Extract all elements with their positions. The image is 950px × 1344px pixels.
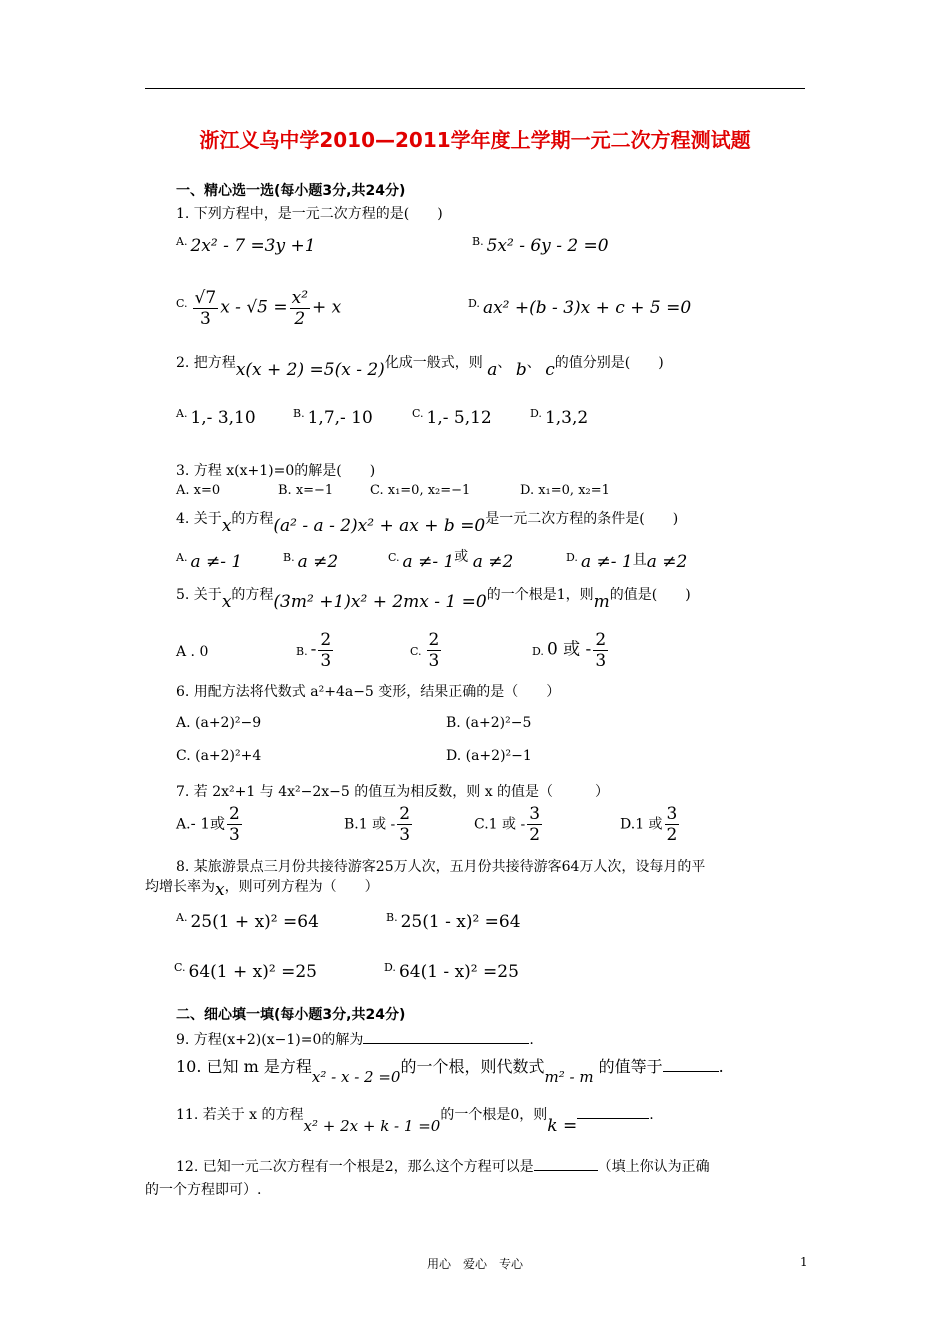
q2-option-a (176, 408, 256, 428)
q6-option-c: C. (a+2)²+4 (176, 748, 262, 764)
q5-post2: 的值是( ) (609, 587, 691, 603)
q11-answer-blank[interactable] (577, 1104, 649, 1119)
q2-b-value: 1,7,- 10 (307, 408, 373, 428)
q1-option-a (176, 236, 316, 256)
q4-b-label: B. (283, 551, 295, 564)
q5-mid: 的方程 (231, 587, 274, 603)
question-3-stem: 3. 方程 x(x+1)=0的解是( ) (176, 463, 376, 479)
q11-end: . (649, 1107, 654, 1123)
q4-option-b (283, 552, 338, 572)
q12-line1-pre: 12. 已知一元二次方程有一个根是2，那么这个方程可以是 (176, 1159, 534, 1175)
q2-d-label: D. (530, 407, 542, 420)
q2-var-a: a (487, 360, 498, 380)
q2-sep2: 、 (526, 355, 541, 371)
q1-c-denominator: 3 (199, 309, 211, 329)
q10-mid: 的一个根，则代数式 (400, 1057, 545, 1076)
question-2-stem (176, 352, 664, 380)
q11-expr: x² + 2x + k - 1 =0 (303, 1117, 441, 1135)
q5-var-x: x (221, 592, 232, 612)
q8-var-x: x (215, 880, 225, 900)
q2-option-c (412, 408, 492, 428)
q1-c-label: C. (176, 296, 188, 310)
q1-d-expr: ax² +(b - 3)x + c + 5 =0 (482, 298, 692, 318)
q7-option-a (176, 804, 244, 845)
q1-d-label: D. (468, 297, 480, 310)
q5-option-c (410, 630, 443, 671)
q1-c-fraction (193, 288, 219, 329)
q5-option-a: A . 0 (176, 644, 209, 660)
q5-var-m: m (593, 592, 610, 612)
q7-d-denominator: 2 (666, 825, 678, 845)
section-heading-2: 二、细心填一填(每小题3分,共24分) (176, 1007, 406, 1023)
q2-a-value: 1,- 3,10 (190, 408, 256, 428)
q11-mid: 的一个根是0，则 (440, 1107, 548, 1123)
q2-option-b (293, 408, 373, 428)
q7-c-numerator: 3 (529, 804, 541, 824)
page-number: 1 (800, 1255, 808, 1269)
q10-expr-2: m² - m (544, 1068, 594, 1086)
q7-d-label: D. (620, 816, 636, 833)
q2-option-d (530, 408, 588, 428)
q6-option-a: A. (a+2)²−9 (176, 715, 262, 731)
q8-option-c (174, 962, 317, 982)
q7-d-fraction (665, 804, 680, 845)
q7-option-b (344, 804, 414, 845)
q9-pre: 9. 方程(x+2)(x−1)=0的解为 (176, 1032, 364, 1048)
q5-d-label: D. (532, 644, 544, 658)
q5-c-numerator: 2 (428, 630, 440, 650)
q7-b-denominator: 3 (399, 825, 411, 845)
q2-d-value: 1,3,2 (544, 408, 589, 428)
question-12-line-1 (176, 1156, 710, 1176)
q10-end: . (718, 1057, 724, 1076)
q9-answer-blank[interactable] (363, 1029, 529, 1044)
q7-d-pre: 1 或 (635, 816, 663, 833)
question-7-stem: 7. 若 2x²+1 与 4x²−2x−5 的值互为相反数，则 x 的值是（ ） (176, 784, 610, 800)
q4-a-value: a ≠- 1 (190, 552, 243, 572)
q10-pre: 10. 已知 m 是方程 (176, 1057, 312, 1076)
question-11 (176, 1104, 654, 1136)
q3-option-c: C. x₁=0, x₂=−1 (370, 483, 471, 498)
question-10 (176, 1054, 724, 1086)
q7-b-label: B. (344, 816, 359, 833)
q5-b-numerator: 2 (320, 630, 332, 650)
question-1-stem: 1. 下列方程中，是一元二次方程的是( ) (176, 206, 443, 222)
q4-post: 是一元二次方程的条件是( ) (485, 511, 679, 527)
q1-c-fraction-2 (290, 288, 310, 329)
q2-var-b: b (515, 360, 527, 380)
q7-c-fraction (527, 804, 542, 845)
q1-b-expr: 5x² - 6y - 2 =0 (486, 236, 609, 256)
q1-option-b (472, 236, 609, 256)
q5-d-denominator: 3 (595, 651, 607, 671)
q8-a-label: A. (176, 911, 188, 924)
q5-d-fraction (593, 630, 608, 671)
q4-c-value: a ≠- 1 (402, 552, 455, 572)
q7-b-fraction (397, 804, 412, 845)
q2-c-value: 1,- 5,12 (426, 408, 492, 428)
q5-option-b (296, 630, 335, 671)
question-9 (176, 1029, 534, 1049)
q12-answer-blank[interactable] (534, 1156, 598, 1171)
q1-a-expr: 2x² - 7 =3y +1 (190, 236, 316, 256)
q8-b-value: 25(1 - x)² =64 (400, 912, 521, 932)
q8-option-b (386, 912, 521, 932)
q7-a-pre: - 1或 (190, 814, 225, 833)
q4-a-label: A. (176, 551, 188, 564)
q5-b-denominator: 3 (320, 651, 332, 671)
q4-option-d (566, 552, 687, 572)
q4-pre: 4. 关于 (176, 511, 222, 527)
q4-var-x: x (221, 516, 232, 536)
q7-c-pre: 1 或 - (488, 816, 526, 833)
q4-expr: (a² - a - 2)x² + ax + b =0 (273, 516, 486, 536)
q1-c-tail: + x (312, 297, 342, 318)
q7-a-fraction (227, 804, 242, 845)
q8-d-value: 64(1 - x)² =25 (398, 962, 519, 982)
q5-c-fraction (427, 630, 442, 671)
q1-c-mid: x - √5 = (220, 297, 288, 318)
q2-a-label: A. (176, 407, 188, 420)
q9-post: . (529, 1032, 534, 1048)
q5-b-label: B. (296, 644, 308, 658)
q4-b-value: a ≠2 (297, 552, 339, 572)
q4-d-and: 且 (632, 552, 647, 568)
q4-option-c (388, 549, 514, 572)
q5-c-label: C. (410, 644, 422, 658)
q10-answer-blank[interactable] (663, 1057, 719, 1072)
q2-post: 的值分别是( ) (554, 355, 664, 371)
q10-post: 的值等于 (598, 1057, 663, 1076)
q3-option-a: A. x=0 (176, 483, 221, 498)
q3-option-b: B. x=−1 (278, 483, 334, 498)
q5-pre: 5. 关于 (176, 587, 222, 603)
q2-sep1: 、 (497, 355, 512, 371)
q2-var-c: c (545, 360, 555, 380)
q5-c-denominator: 3 (428, 651, 440, 671)
q11-var-k: k = (547, 1116, 578, 1136)
q2-b-label: B. (293, 407, 305, 420)
question-4-stem (176, 508, 679, 536)
q2-expr: x(x + 2) =5(x - 2) (235, 360, 385, 380)
q7-a-denominator: 3 (228, 825, 240, 845)
q5-d-numerator: 2 (595, 630, 607, 650)
q5-b-fraction (318, 630, 333, 671)
q8-line2-pre: 均增长率为 (145, 879, 215, 895)
q8-b-label: B. (386, 911, 398, 924)
q1-option-c (176, 288, 341, 329)
q4-c-label: C. (388, 551, 400, 564)
question-8-line-1: 8. 某旅游景点三月份共接待游客25万人次，五月份共接待游客64万人次，设每月的平 (176, 859, 706, 875)
q7-a-numerator: 2 (228, 804, 240, 824)
q5-option-d (532, 630, 610, 671)
q4-mid: 的方程 (231, 511, 274, 527)
document-title: 浙江义乌中学2010—2011学年度上学期一元二次方程测试题 (199, 128, 751, 152)
q7-b-numerator: 2 (399, 804, 411, 824)
q12-line1-post: （填上你认为正确 (597, 1159, 710, 1175)
q7-d-numerator: 3 (666, 804, 678, 824)
q8-c-label: C. (174, 961, 186, 974)
question-6-stem: 6. 用配方法将代数式 a²+4a−5 变形，结果正确的是（ ） (176, 684, 561, 700)
q2-pre: 2. 把方程 (176, 355, 236, 371)
q7-a-label: A. (176, 816, 191, 833)
q6-option-d: D. (a+2)²−1 (446, 748, 532, 764)
q1-b-label: B. (472, 235, 484, 248)
q3-option-d: D. x₁=0, x₂=1 (520, 483, 610, 498)
q7-option-c (474, 804, 544, 845)
q4-d-value-2: a ≠2 (646, 552, 688, 572)
q1-a-label: A. (176, 235, 188, 248)
q8-line2-post: ，则可列方程为（ ） (224, 879, 379, 895)
q1-option-d (468, 298, 691, 318)
q11-pre: 11. 若关于 x 的方程 (176, 1107, 304, 1123)
q4-c-or: 或 (454, 549, 469, 565)
q5-d-pre: 0 或 - (546, 639, 592, 660)
q4-d-label: D. (566, 551, 578, 564)
q1-c-numerator: √7 (194, 288, 217, 308)
q5-expr: (3m² +1)x² + 2mx - 1 =0 (273, 592, 487, 612)
question-8-line-2 (145, 876, 379, 900)
q1-c-denominator-2: 2 (294, 309, 306, 329)
question-12-line-2: 的一个方程即可）. (145, 1182, 262, 1198)
q7-b-pre: 1 或 - (358, 816, 396, 833)
q5-b-sign: - (310, 639, 317, 660)
q7-c-label: C. (474, 816, 489, 833)
q8-d-label: D. (384, 961, 396, 974)
q4-c-value-2: a ≠2 (472, 552, 514, 572)
q2-c-label: C. (412, 407, 424, 420)
q7-c-denominator: 2 (529, 825, 541, 845)
q2-mid: 化成一般式，则 (384, 355, 483, 371)
q4-d-value: a ≠- 1 (580, 552, 633, 572)
q6-option-b: B. (a+2)²−5 (446, 715, 532, 731)
q8-c-value: 64(1 + x)² =25 (188, 962, 317, 982)
question-5-stem (176, 584, 691, 612)
q8-option-d (384, 962, 519, 982)
q4-option-a (176, 552, 242, 572)
q7-option-d (620, 804, 681, 845)
q10-expr: x² - x - 2 =0 (311, 1068, 401, 1086)
q5-post1: 的一个根是1，则 (486, 587, 594, 603)
header-rule (145, 88, 805, 89)
q8-option-a (176, 912, 319, 932)
section-heading-1: 一、精心选一选(每小题3分,共24分) (176, 183, 406, 199)
q1-c-numerator-2: x² (291, 288, 309, 308)
q8-a-value: 25(1 + x)² =64 (190, 912, 319, 932)
page-footer: 用心 爱心 专心 (426, 1257, 523, 1271)
